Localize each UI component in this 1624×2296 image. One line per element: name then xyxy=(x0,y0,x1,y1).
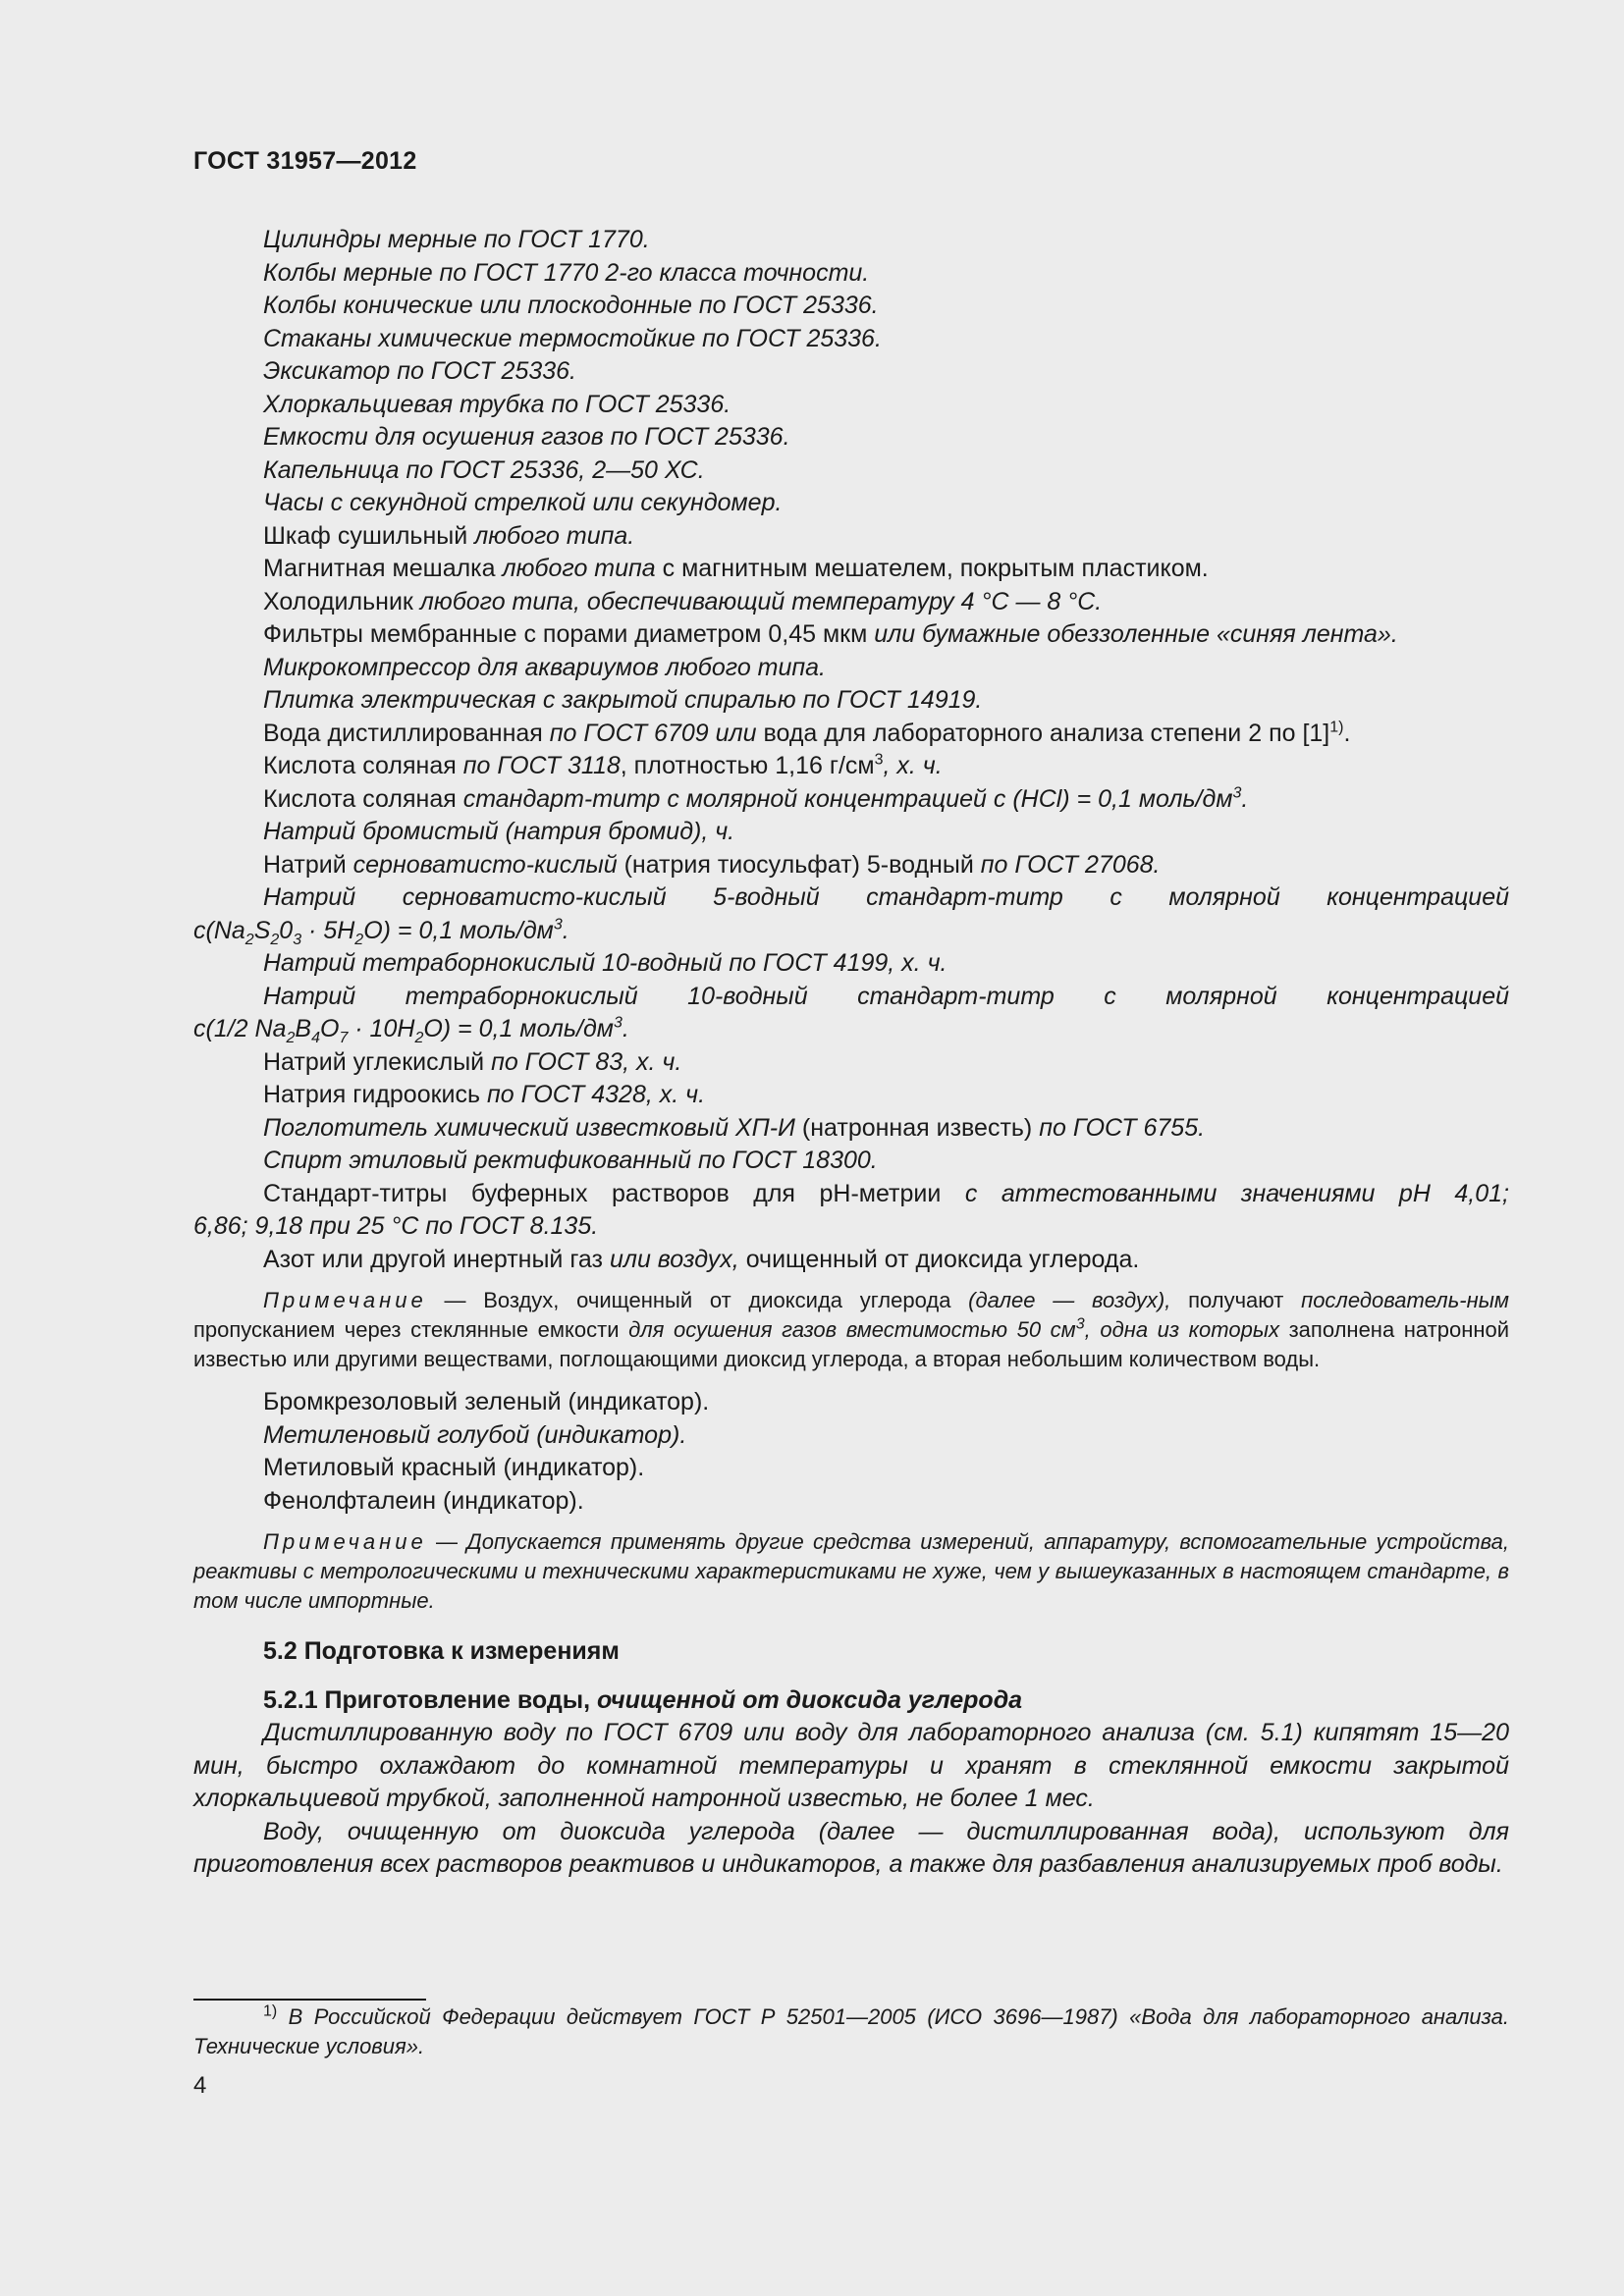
list-item: Шкаф сушильный любого типа. xyxy=(263,521,635,550)
list-item: Натрий серноватисто-кислый (натрия тиосульфат) 5-водный по ГОСТ 27068. xyxy=(263,850,1161,879)
list-item: Фенолфталеин (индикатор). xyxy=(263,1486,584,1515)
list-item: Колбы конические или плоскодонные по ГОСТ 25336. xyxy=(263,292,879,319)
list-item: Хлоркальциевая трубка по ГОСТ 25336. xyxy=(263,390,731,418)
footnote-divider xyxy=(193,1999,426,2001)
page-number: 4 xyxy=(193,2072,207,2099)
note-paragraph: Примечание — Допускается применять другие средства измерений, аппаратуру, вспомогательные устройства, реактивы с метрологическими и техническими характеристиками не хуже, чем у вышеуказанных в настоящем стандарте, в том числе импортные. xyxy=(193,1529,1509,1613)
list-item: Плитка электрическая с закрытой спиралью по ГОСТ 14919. xyxy=(263,686,983,714)
list-item: Кислота соляная по ГОСТ 3118, плотностью 1,16 $г/см^3$, х. ч. xyxy=(263,751,943,779)
document-header: ГОСТ 31957—2012 xyxy=(193,147,417,175)
list-item: Колбы мерные по ГОСТ 1770 2-го класса точности. xyxy=(263,258,870,287)
footnote: $^{1)}$ В Российской Федерации действует ГОСТ Р 52501—2005 (ИСО 3696—1987) «Вода для лабораторного анализа. Технические условия». xyxy=(193,2002,1509,2058)
list-item: Часы с секундной стрелкой или секундомер. xyxy=(263,489,783,516)
list-item: Натрий тетраборнокислый 10-водный по ГОСТ 4199, х. ч. xyxy=(263,949,947,977)
list-item: Натрий бромистый (натрия бромид), ч. xyxy=(263,818,735,845)
list-item-continuation: 6,86; 9,18 при 25 °С по ГОСТ 8.135. xyxy=(193,1212,599,1240)
list-item: Вода дистиллированная по ГОСТ 6709 или вода для лабораторного анализа степени 2 по $[1]^{1)}$. xyxy=(263,719,1351,747)
list-item: Азот или другой инертный газ или воздух, очищенный от диоксида углерода. xyxy=(263,1245,1140,1273)
list-item: Натрия гидроокись по ГОСТ 4328, х. ч. xyxy=(263,1081,706,1108)
list-item: Бромкрезоловый зеленый (индикатор). xyxy=(263,1388,710,1415)
list-item: Натрий серноватисто-кислый 5-водный стандарт-титр с молярной концентрацией xyxy=(263,883,1509,911)
note-paragraph: Примечание — Воздух, очищенный от диоксида углерода (далее — воздух), получают последователь-ным пропусканием через стеклянные емкости для осушения газов вместимостью 50 $см^3$, одна из которых заполнена натронной известью или другими веществами, поглощающими диоксид углерода, а вторая небольшим количеством воды. xyxy=(193,1288,1510,1371)
list-item: Стаканы химические термостойкие по ГОСТ 25336. xyxy=(263,324,882,352)
list-item: Эксикатор по ГОСТ 25336. xyxy=(263,357,577,385)
section-heading: 5.2 Подготовка к измерениям xyxy=(263,1637,620,1665)
paragraph: Воду, очищенную от диоксида углерода (далее — дистиллированная вода), используют для приготовления всех растворов реактивов и индикаторов, а также для разбавления анализируемых проб воды. xyxy=(193,1817,1509,1878)
list-item: Емкости для осушения газов по ГОСТ 25336. xyxy=(263,423,790,451)
list-item: Спирт этиловый ректификованный по ГОСТ 18300. xyxy=(263,1147,878,1174)
subsection-heading: 5.2.1 Приготовление воды, очищенной от диоксида углерода xyxy=(263,1685,1023,1714)
list-item: Микрокомпрессор для аквариумов любого типа. xyxy=(263,653,826,681)
list-item: Холодильник любого типа, обеспечивающий температуру 4 °С — 8 °С. xyxy=(263,587,1103,615)
list-item: Метиленовый голубой (индикатор). xyxy=(263,1420,687,1449)
document-body xyxy=(193,224,1509,1882)
list-item: Магнитная мешалка любого типа с магнитным мешателем, покрытым пластиком. xyxy=(263,555,1209,582)
list-item: Поглотитель химический известковый ХП-И (натронная известь) по ГОСТ 6755. xyxy=(263,1113,1206,1142)
list-item-continuation: c(1/2 $Na_2B_4O_7 \cdot 10H_2O) = 0,1$ моль/$дм^3$. xyxy=(193,1014,629,1046)
list-item: Метиловый красный (индикатор). xyxy=(263,1454,645,1481)
list-item: Натрий углекислый по ГОСТ 83, х. ч. xyxy=(263,1047,682,1076)
list-item: Кислота соляная стандарт-титр с молярной концентрацией с (HCl) = 0,1 моль/$дм^3$. xyxy=(263,784,1249,813)
list-item: Цилиндры мерные по ГОСТ 1770. xyxy=(263,226,650,253)
list-item-continuation: $c(Na_2S_20_3 \cdot 5H_2O) = 0,1$ моль/$дм^3$. xyxy=(193,916,569,948)
list-item: Стандарт-титры буферных растворов для pH-метрии с аттестованными значениями pH 4,01; xyxy=(263,1179,1509,1207)
list-item: Натрий тетраборнокислый 10-водный стандарт-титр с молярной концентрацией xyxy=(263,982,1509,1010)
list-item: Фильтры мембранные с порами диаметром 0,45 мкм или бумажные обеззоленные «синяя лента». xyxy=(263,620,1398,648)
list-item: Капельница по ГОСТ 25336, 2—50 ХС. xyxy=(263,455,705,484)
paragraph: Дистиллированную воду по ГОСТ 6709 или воду для лабораторного анализа (см. 5.1) кипятят 15—20 мин, быстро охлаждают до комнатной температуры и хранят в стеклянной емкости закрытой хлоркальциевой трубкой, заполненной натронной известью, не более 1 мес. xyxy=(193,1719,1509,1812)
